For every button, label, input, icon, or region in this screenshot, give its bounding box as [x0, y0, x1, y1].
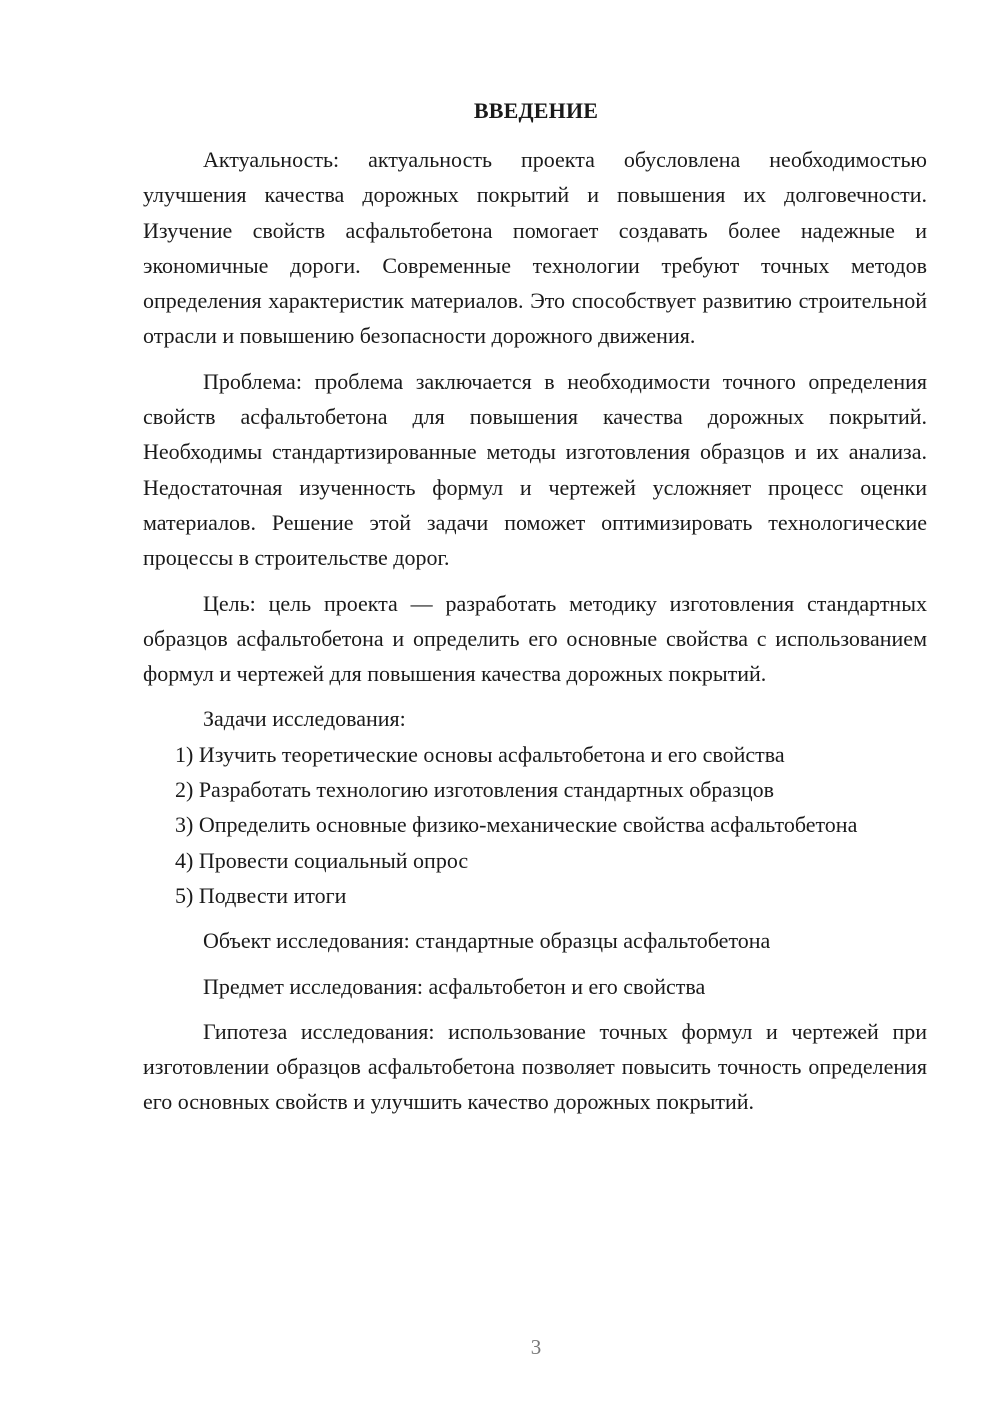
hypothesis-paragraph: Гипотеза исследования: использование точных формул и чертежей при изготовлении образцов асфальтобетона позволяет повысить точность определения его основных свойств и улучшить качество дорожных покрытий. [143, 1018, 927, 1115]
subject-paragraph: Предмет исследования: асфальтобетон и его свойства [203, 973, 706, 999]
page-title: ВВЕДЕНИЕ [473, 98, 599, 123]
task-item-3: 3) Определить основные физико-механические свойства асфальтобетона [175, 812, 858, 838]
page-number: 3 [530, 1335, 542, 1359]
relevance-paragraph: Актуальность: актуальность проекта обусловлена необходимостью улучшения качества дорожных покрытий и повышения их долговечности. Изучение свойств асфальтобетона помогает создавать более надежные и экономичные дороги. Современные технологии требуют точных методов определения характеристик материалов. Это способствует развитию строительной отрасли и повышению безопасности дорожного движения. [143, 147, 927, 349]
task-item-5: 5) Подвести итоги [175, 882, 347, 908]
task-item-2: 2) Разработать технологию изготовления стандартных образцов [175, 777, 775, 803]
task-item-4: 4) Провести социальный опрос [175, 847, 469, 873]
object-paragraph: Объект исследования: стандартные образцы асфальтобетона [203, 928, 771, 954]
tasks-heading: Задачи исследования: [203, 706, 406, 732]
task-item-1: 1) Изучить теоретические основы асфальтобетона и его свойства [175, 741, 785, 767]
body-text [143, 142, 927, 1120]
problem-paragraph: Проблема: проблема заключается в необходимости точного определения свойств асфальтобетона для повышения качества дорожных покрытий. Необходимы стандартизированные методы изготовления образцов и их анализа. Недостаточная изученность формул и чертежей усложняет процесс оценки материалов. Решение этой задачи поможет оптимизировать технологические процессы в строительстве дорог. [143, 368, 927, 571]
goal-paragraph: Цель: цель проекта — разработать методику изготовления стандартных образцов асфальтобетона и определить его основные свойства с использованием формул и чертежей для повышения качества дорожных покрытий. [143, 590, 927, 687]
